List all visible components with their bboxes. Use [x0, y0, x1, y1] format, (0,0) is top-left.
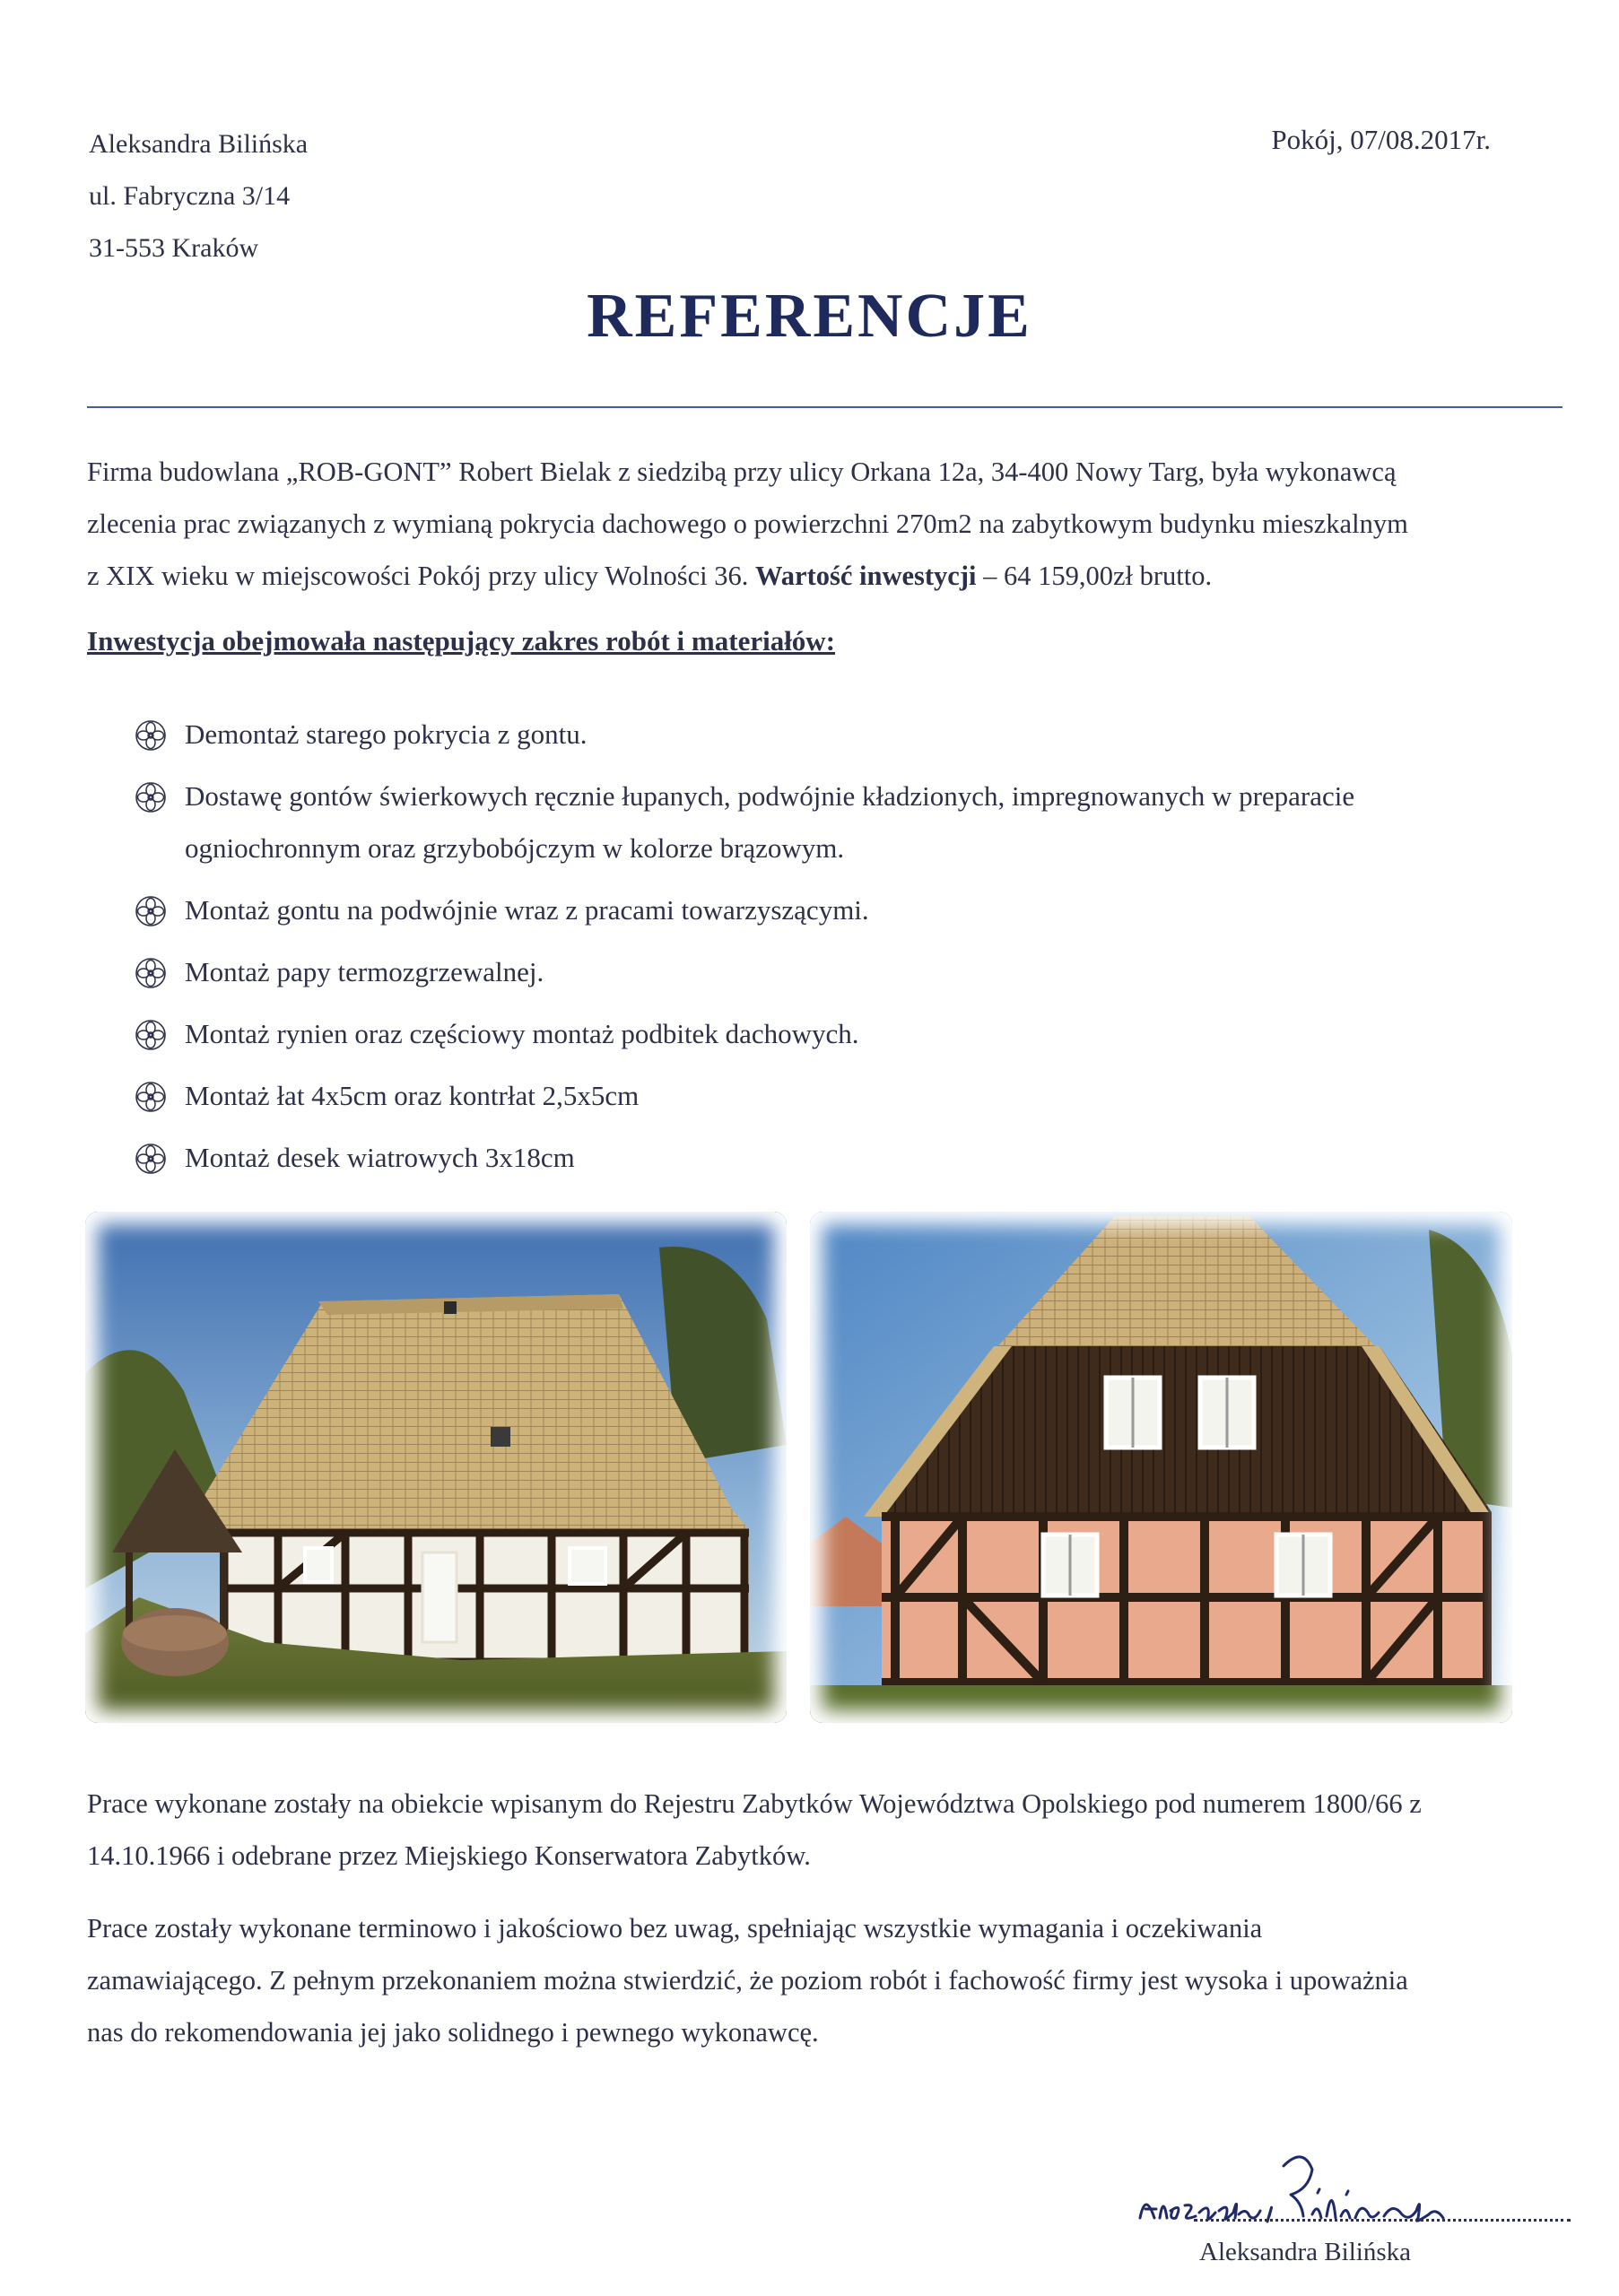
registry-paragraph [87, 1778, 1567, 1882]
flower-bullet-icon [135, 781, 167, 813]
handwritten-signature [1133, 2139, 1528, 2238]
sender-address [89, 118, 308, 274]
place-date: Pokój, 07/08.2017r. [1271, 124, 1491, 155]
investment-value-label: Wartość inwestycji [754, 561, 977, 591]
intro-line [87, 550, 1567, 602]
house-photo-gable [810, 1212, 1512, 1723]
investment-value: – 64 159,00zł brutto. [976, 561, 1213, 591]
list-item-text: Montaż łat 4x5cm oraz kontrłat 2,5x5cm [185, 1080, 640, 1111]
closing-line: nas do rekomendowania jej jako solidnego i pewnego wykonawcę. [87, 2017, 819, 2048]
list-item [135, 946, 1354, 998]
list-item-text: Montaż gontu na podwójnie wraz z pracami towarzyszącymi. [185, 894, 869, 926]
flower-bullet-icon [135, 719, 167, 752]
closing-line: Prace zostały wykonane terminowo i jakościowo bez uwag, spełniając wszystkie wymagania i oczekiwania [87, 1913, 1263, 1944]
list-item-text: Demontaż starego pokrycia z gontu. [185, 718, 588, 750]
closing-paragraph [87, 1902, 1567, 2058]
intro-line: zlecenia prac związanych z wymianą pokrycia dachowego o powierzchni 270m2 na zabytkowym budynku mieszkalnym [87, 509, 1408, 539]
list-item [135, 1070, 1354, 1122]
list-item-text-continued: ogniochronnym oraz grzybobójczym w kolorze brązowym. [185, 832, 845, 864]
scope-heading: Inwestycja obejmowała następujący zakres robót i materiałów: [87, 625, 836, 657]
list-item-text: Montaż papy termozgrzewalnej. [185, 956, 544, 987]
list-item [135, 770, 1354, 874]
list-item [135, 1132, 1354, 1184]
title-divider [87, 406, 1562, 408]
sender-name: Aleksandra Bilińska [89, 129, 309, 159]
intro-line: Firma budowlana „ROB-GONT” Robert Bielak z siedzibą przy ulicy Orkana 12a, 34-400 Nowy Targ, była wykonawcą [87, 457, 1397, 487]
signature-caption: Aleksandra Bilińska [1199, 2238, 1411, 2266]
list-item [135, 884, 1354, 936]
closing-line: zamawiającego. Z pełnym przekonaniem można stwierdzić, że poziom robót i fachowość firmy jest wysoka i upoważnia [87, 1965, 1408, 1996]
sender-city: 31-553 Kraków [89, 233, 259, 263]
flower-bullet-icon [135, 1143, 167, 1175]
scope-list [135, 709, 1354, 1194]
registry-line: 14.10.1966 i odebrane przez Miejskiego Konserwatora Zabytków. [87, 1840, 811, 1871]
flower-bullet-icon [135, 1081, 167, 1113]
flower-bullet-icon [135, 957, 167, 989]
list-item-text: Dostawę gontów świerkowych ręcznie łupanych, podwójnie kładzionych, impregnowanych w preparacie [185, 780, 1355, 812]
flower-bullet-icon [135, 895, 167, 927]
house-photo-front [85, 1212, 787, 1723]
list-item [135, 1008, 1354, 1060]
signature-line [1194, 2219, 1571, 2222]
list-item [135, 709, 1354, 761]
intro-paragraph [87, 446, 1567, 602]
list-item-text: Montaż rynien oraz częściowy montaż podbitek dachowych. [185, 1018, 859, 1049]
sender-street: ul. Fabryczna 3/14 [89, 181, 291, 211]
registry-line: Prace wykonane zostały na obiekcie wpisanym do Rejestru Zabytków Województwa Opolskiego pod numerem 1800/66 z [87, 1788, 1422, 1819]
document-title: REFERENCJE [587, 282, 1032, 351]
flower-bullet-icon [135, 1019, 167, 1051]
list-item-text: Montaż desek wiatrowych 3x18cm [185, 1142, 575, 1173]
intro-text: z XIX wieku w miejscowości Pokój przy ulicy Wolności 36. [87, 561, 755, 591]
